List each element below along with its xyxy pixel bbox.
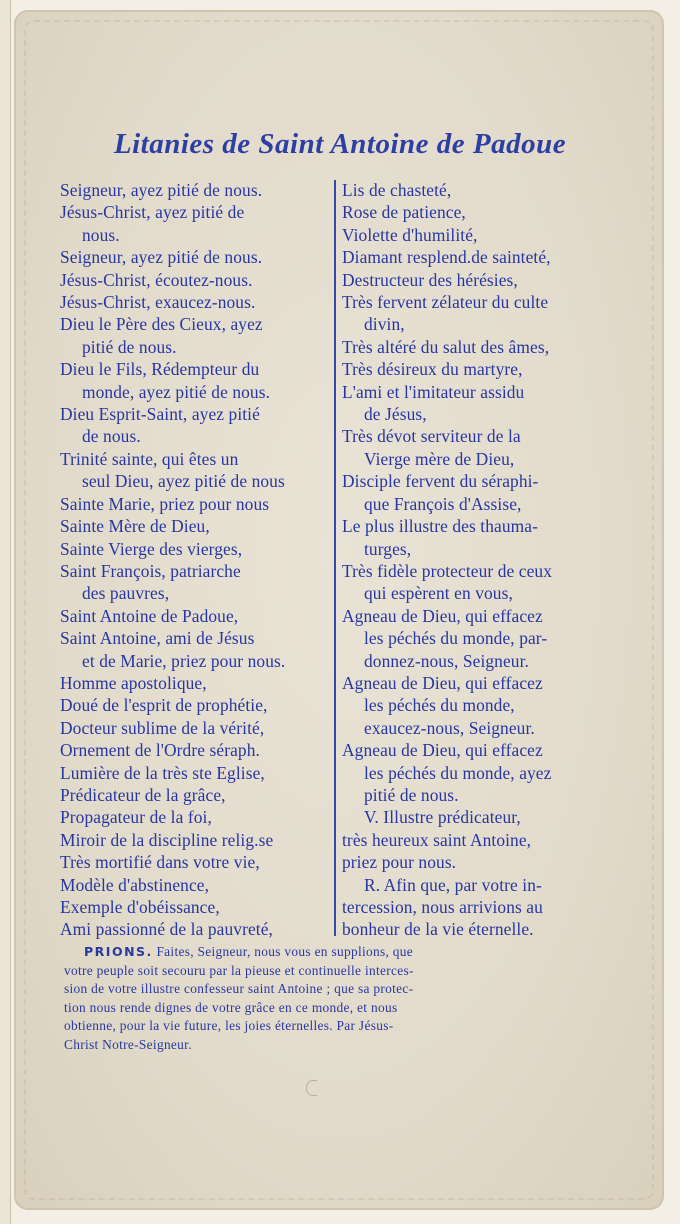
litany-line: Agneau de Dieu, qui effacez [342,740,543,761]
litany-line: Très altéré du salut des âmes, [342,336,550,357]
litany-line: Très fervent zélateur du culte [342,292,549,313]
litany-line: Violette d'humilité, [342,224,478,245]
litany-line: bonheur de la vie éternelle. [342,919,534,940]
litany-line: L'ami et l'imitateur assidu [342,381,525,402]
litany-line: Dieu Esprit-Saint, ayez pitié [60,404,260,425]
litany-line: Destructeur des hérésies, [342,269,518,290]
litany-line: Seigneur, ayez pitié de nous. [60,180,263,200]
litany-line: Agneau de Dieu, qui effacez [342,605,543,626]
litany-line: et de Marie, priez pour nous. [82,650,286,671]
litany-line: de nous. [82,426,141,447]
litany-line: Vierge mère de Dieu, [364,448,515,469]
adjacent-card-edge [0,0,11,1224]
litany-line: nous. [82,224,120,245]
litany-line: Prédicateur de la grâce, [60,784,226,805]
closing-prayer-line: votre peuple soit secouru par la pieuse et continuelle interces- [64,962,414,978]
litany-line: très heureux saint Antoine, [342,829,532,850]
litany-line: Diamant resplend.de sainteté, [342,247,551,268]
litany-line: Le plus illustre des thauma- [342,516,538,537]
litany-line: V. Illustre prédicateur, [364,807,521,828]
litany-title: Litanies de Saint Antoine de Padoue [113,128,567,160]
litany-line: Dieu le Fils, Rédempteur du [60,359,260,380]
litany-line: priez pour nous. [342,852,457,873]
left-column [60,179,330,941]
litany-line: divin, [364,314,405,335]
litany-line: Jésus-Christ, exaucez-nous. [60,292,256,313]
litany-line: les péchés du monde, ayez [364,762,552,783]
litany-line: des pauvres, [82,583,170,604]
litany-line: Saint Antoine, ami de Jésus [60,628,255,649]
litany-line: Jésus-Christ, écoutez-nous. [60,269,253,290]
litany-line: Disciple fervent du séraphi- [342,471,539,492]
litany-line: Sainte Marie, priez pour nous [60,493,270,514]
litany-line: Dieu le Père des Cieux, ayez [60,314,263,335]
litany-line: Homme apostolique, [60,672,207,693]
litany-line: Très désireux du martyre, [342,359,523,380]
litany-line: Très mortifié dans votre vie, [60,852,260,873]
litany-line: Ami passionné de la pauvreté, [60,919,273,940]
litany-line: seul Dieu, ayez pitié de nous [82,471,285,492]
closing-prayer-line: obtienne, pour la vie future, les joies éternelles. Par Jésus- [64,1018,394,1034]
litany-line: Très dévot serviteur de la [342,426,521,447]
litany-line: qui espèrent en vous, [364,583,513,604]
column-divider [334,180,336,936]
litany-line: Saint Antoine de Padoue, [60,605,239,626]
litany-line: les péchés du monde, [364,695,515,716]
paper-stain-mark [306,1080,317,1096]
closing-prayer-line: sion de votre illustre confesseur saint Antoine ; que sa protec- [64,981,414,997]
litany-line: Rose de patience, [342,202,466,223]
prions-label: PRIONS. [84,944,153,959]
litany-line: Jésus-Christ, ayez pitié de [60,202,245,223]
litany-line: que François d'Assise, [364,493,522,514]
litany-line: pitié de nous. [82,336,177,357]
closing-prayer-text: Faites, Seigneur, nous vous en supplions, que [156,944,414,959]
litany-line: tercession, nous arrivions au [342,897,543,917]
litany-line: Agneau de Dieu, qui effacez [342,672,543,693]
litany-line: pitié de nous. [364,784,459,805]
litany-line: exaucez-nous, Seigneur. [364,717,535,738]
litany-line: Sainte Vierge des vierges, [60,538,243,559]
litany-line: Docteur sublime de la vérité, [60,717,265,738]
litany-line: Seigneur, ayez pitié de nous. [60,247,263,268]
litany-line: Miroir de la discipline relig.se [60,829,274,850]
litany-line: les péchés du monde, par- [364,628,548,649]
litany-line: turges, [364,538,412,559]
right-column [342,179,614,941]
closing-prayer [64,943,620,1055]
litany-line: Très fidèle protecteur de ceux [342,560,552,581]
litany-line: Trinité sainte, qui êtes un [60,448,239,469]
litany-line: Propagateur de la foi, [60,807,212,828]
litany-line: monde, ayez pitié de nous. [82,381,271,402]
litany-line: Modèle d'abstinence, [60,874,210,895]
litany-line: Lis de chasteté, [342,180,452,200]
litany-line: donnez-nous, Seigneur. [364,650,529,671]
litany-line: R. Afin que, par votre in- [364,874,542,895]
closing-prayer-line [64,943,620,962]
litany-line: Doué de l'esprit de prophétie, [60,695,268,716]
litany-line: Ornement de l'Ordre séraph. [60,740,260,761]
litany-line: Saint François, patriarche [60,560,241,581]
litany-line: Exemple d'obéissance, [60,897,220,917]
litany-line: Lumière de la très ste Eglise, [60,762,265,783]
closing-prayer-line: Christ Notre-Seigneur. [64,1036,192,1052]
litany-line: de Jésus, [364,404,427,425]
closing-prayer-line: tion nous rende dignes de votre grâce en ce monde, et nous [64,999,398,1015]
litany-line: Sainte Mère de Dieu, [60,516,210,537]
